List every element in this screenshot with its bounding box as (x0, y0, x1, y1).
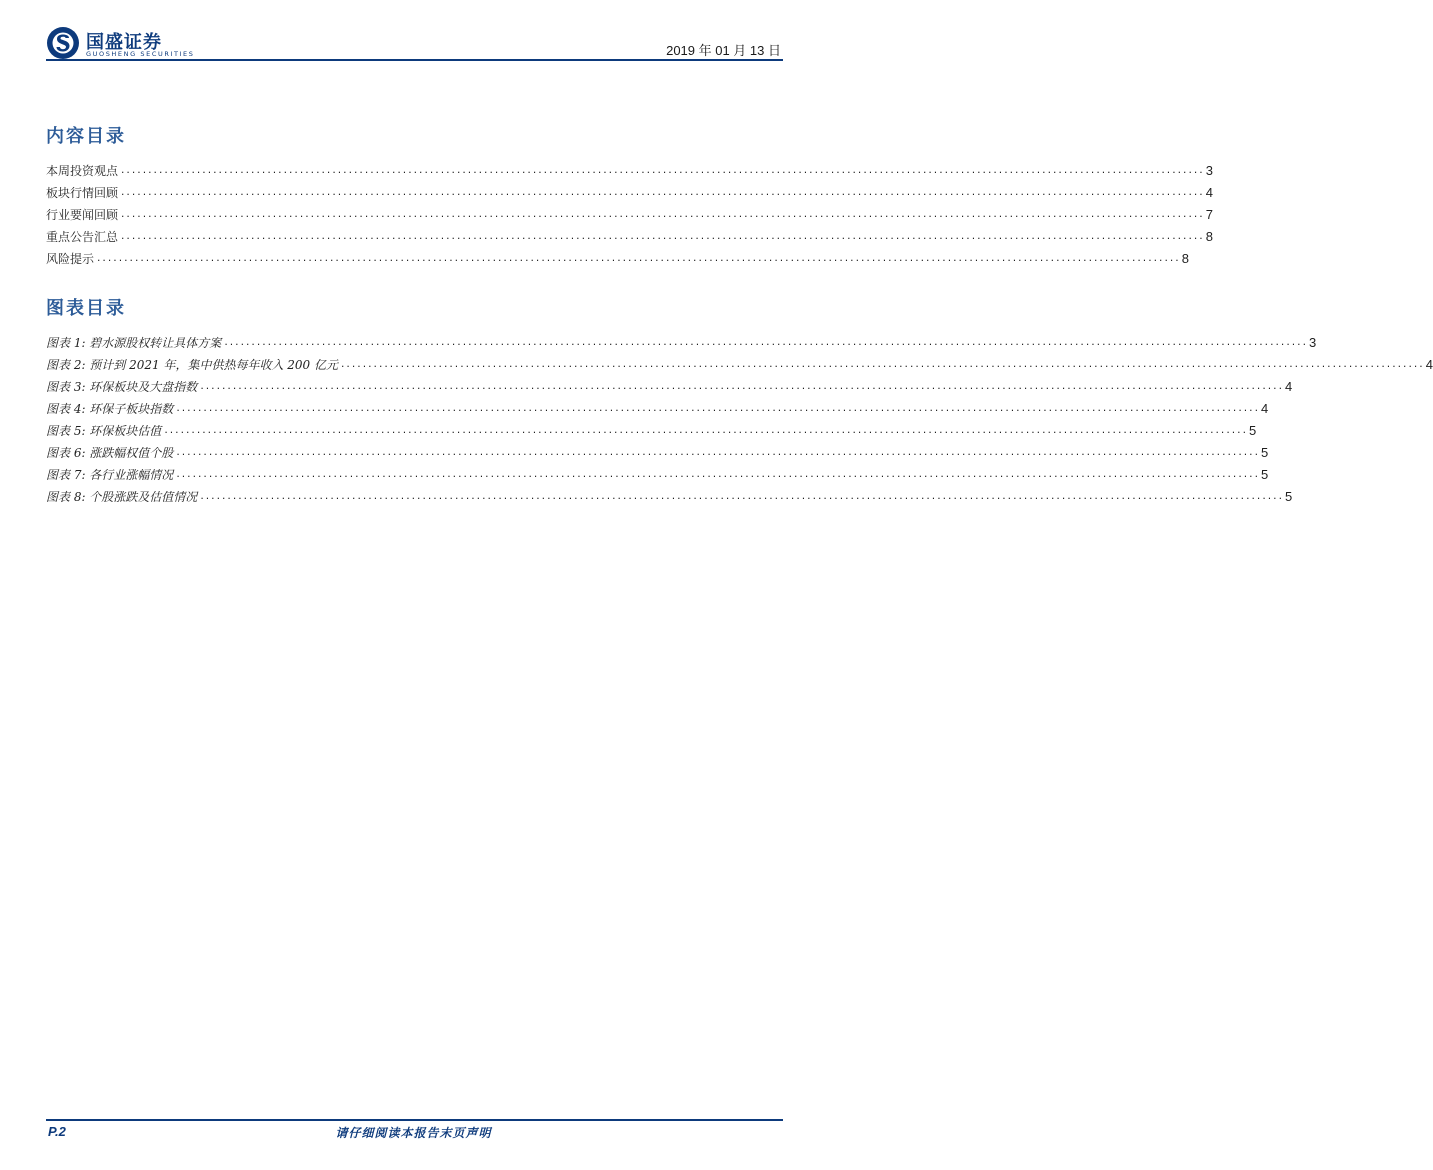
toc-entry[interactable] (46, 350, 1433, 372)
toc-entry[interactable] (46, 328, 1317, 350)
toc-leader-dots: ........................................................................................................................................................................................................ (223, 338, 1308, 348)
toc-entry-label[interactable]: 重点公告汇总 (46, 230, 119, 244)
toc-entry-page[interactable]: 3 (1309, 335, 1317, 350)
logo-wordmark-en: GUOSHENG SECURITIES (86, 50, 195, 58)
toc-entry[interactable] (46, 394, 1269, 416)
toc-entry-label[interactable]: 本周投资观点 (46, 164, 119, 178)
toc-leader-dots: ........................................................................................................................................................................................................ (175, 404, 1260, 414)
toc-leader-dots: ........................................................................................................................................................................................................ (120, 166, 1204, 176)
contents-list (46, 156, 1213, 266)
report-date: 2019 年 01 月 13 日 (666, 43, 781, 58)
toc-entry-label[interactable]: 图表 3: 环保板块及大盘指数 (46, 380, 198, 394)
toc-entry-page[interactable]: 3 (1205, 163, 1213, 178)
toc-leader-dots: ........................................................................................................................................................................................................ (175, 448, 1260, 458)
toc-leader-dots: ........................................................................................................................................................................................................ (340, 360, 1424, 370)
toc-entry[interactable] (46, 222, 1213, 244)
footer-divider (46, 1119, 783, 1121)
toc-entry[interactable] (46, 244, 1189, 266)
disclaimer-note: 请仔细阅读本报告末页声明 (335, 1126, 492, 1140)
figures-list (46, 328, 1433, 504)
contents-title: 内容目录 (46, 126, 126, 147)
toc-entry-page[interactable]: 7 (1205, 207, 1213, 222)
toc-entry-label[interactable]: 图表 8: 个股涨跌及估值情况 (46, 490, 198, 504)
toc-entry[interactable] (46, 438, 1269, 460)
toc-entry-page[interactable]: 4 (1425, 357, 1433, 372)
toc-entry[interactable] (46, 482, 1293, 504)
toc-entry-label[interactable]: 风险提示 (46, 252, 95, 266)
toc-entry-page[interactable]: 4 (1205, 185, 1213, 200)
toc-leader-dots: ........................................................................................................................................................................................................ (163, 426, 1248, 436)
toc-entry-label[interactable]: 图表 4: 环保子板块指数 (46, 402, 174, 416)
toc-leader-dots: ........................................................................................................................................................................................................ (199, 382, 1284, 392)
toc-entry-label[interactable]: 图表 5: 环保板块估值 (46, 424, 162, 438)
toc-entry[interactable] (46, 200, 1213, 222)
toc-entry[interactable] (46, 416, 1257, 438)
toc-entry-page[interactable]: 5 (1261, 445, 1269, 460)
toc-leader-dots: ........................................................................................................................................................................................................ (96, 254, 1180, 264)
toc-entry-page[interactable]: 8 (1181, 251, 1189, 266)
toc-entry[interactable] (46, 178, 1213, 200)
toc-entry[interactable] (46, 372, 1293, 394)
page-header (0, 0, 827, 66)
toc-entry-label[interactable]: 图表 2: 预计到 2021 年，集中供热每年收入 200 亿元 (46, 358, 339, 372)
toc-leader-dots: ........................................................................................................................................................................................................ (120, 232, 1204, 242)
toc-entry-page[interactable]: 4 (1261, 401, 1269, 416)
toc-entry-page[interactable]: 8 (1205, 229, 1213, 244)
page-number: P.2 (48, 1124, 66, 1139)
toc-entry-label[interactable]: 行业要闻回顾 (46, 208, 119, 222)
header-divider (46, 59, 783, 61)
toc-leader-dots: ........................................................................................................................................................................................................ (120, 210, 1204, 220)
toc-leader-dots: ........................................................................................................................................................................................................ (120, 188, 1204, 198)
logo-wordmark-cn: 国盛证券 (86, 32, 162, 53)
toc-leader-dots: ........................................................................................................................................................................................................ (175, 470, 1260, 480)
toc-entry-page[interactable]: 4 (1285, 379, 1293, 394)
toc-entry-label[interactable]: 图表 7: 各行业涨幅情况 (46, 468, 174, 482)
toc-entry-page[interactable]: 5 (1261, 467, 1269, 482)
toc-leader-dots: ........................................................................................................................................................................................................ (199, 492, 1284, 502)
toc-entry-label[interactable]: 图表 6: 涨跌幅权值个股 (46, 446, 174, 460)
toc-entry-page[interactable]: 5 (1285, 489, 1293, 504)
toc-entry-label[interactable]: 板块行情回顾 (46, 186, 119, 200)
toc-entry-label[interactable]: 图表 1: 碧水源股权转让具体方案 (46, 336, 222, 350)
figures-title: 图表目录 (46, 298, 126, 319)
toc-entry-page[interactable]: 5 (1249, 423, 1257, 438)
toc-entry[interactable] (46, 460, 1269, 482)
toc-entry[interactable] (46, 156, 1213, 178)
company-logo-icon (46, 26, 80, 60)
